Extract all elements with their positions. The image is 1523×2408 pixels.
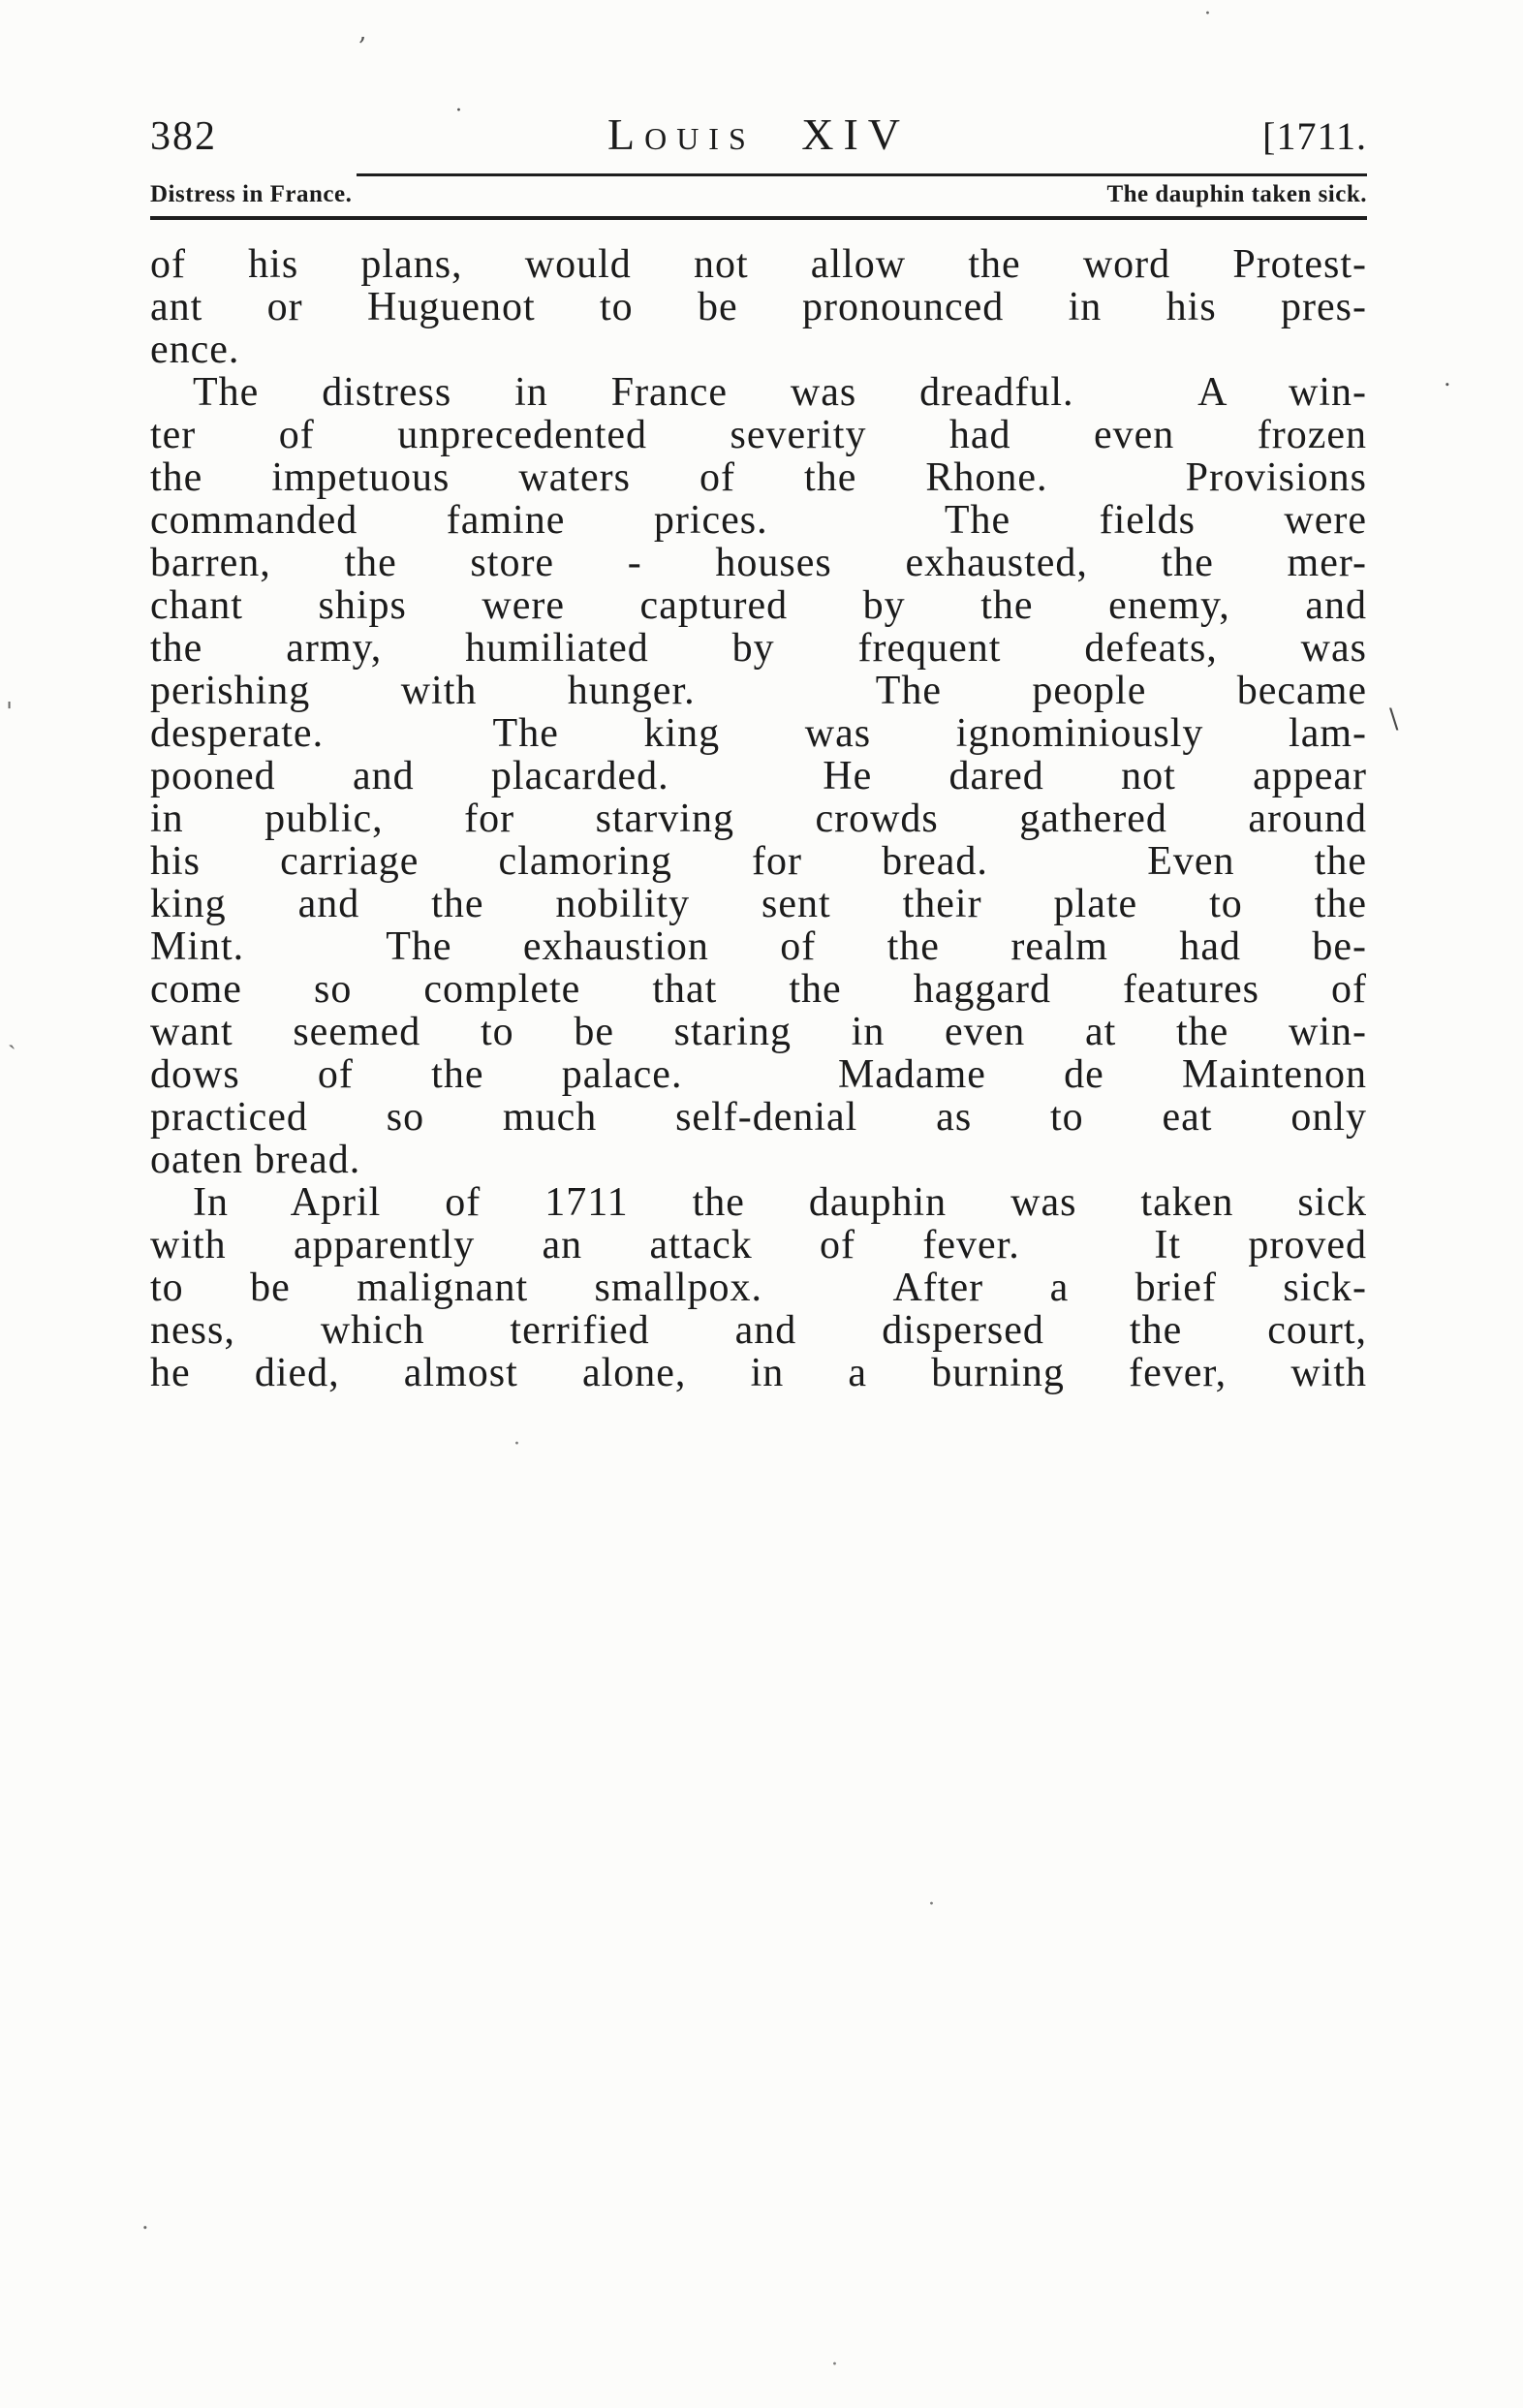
text-line: dows of the palace. Madame de Maintenon (150, 1052, 1367, 1097)
text-line: The distress in France was dreadful. A win- (193, 370, 1367, 415)
scan-speck: ' (6, 698, 14, 727)
text-line: oaten bread. (150, 1138, 361, 1182)
page-title: Louis XIV (606, 109, 911, 159)
text-line: commanded famine prices. The fields were (150, 498, 1367, 543)
text-line: of his plans, would not allow the word Protest- (150, 242, 1367, 287)
scan-speck: · (1204, 2, 1211, 26)
page-year: [1711. (1262, 114, 1367, 158)
text-line: ence. (150, 328, 240, 372)
scan-speck: \ (1389, 703, 1399, 735)
text-line: Mint. The exhaustion of the realm had be- (150, 924, 1367, 969)
text-line: king and the nobility sent their plate to the (150, 882, 1367, 926)
text-line: ter of unprecedented severity had even frozen (150, 413, 1367, 457)
page-header (150, 109, 1367, 160)
scan-speck: · (831, 2353, 838, 2377)
running-head-row (150, 181, 1367, 208)
scan-speck: · (928, 1892, 935, 1917)
paragraph (150, 1181, 1367, 1394)
scan-speck: ‚ (358, 17, 367, 47)
scan-speck: . (1444, 364, 1451, 391)
running-head (150, 172, 1367, 220)
text-line: perishing with hunger. The people became (150, 669, 1367, 713)
scan-speck: ˏ (8, 1021, 16, 1050)
paragraph (150, 243, 1367, 371)
text-line: the impetuous waters of the Rhone. Provisions (150, 455, 1367, 500)
text-line: to be malignant smallpox. After a brief sick- (150, 1266, 1367, 1310)
text-line: he died, almost alone, in a burning fever, with (150, 1351, 1367, 1395)
text-line: In April of 1711 the dauphin was taken sick (193, 1180, 1367, 1225)
page-number: 382 (150, 114, 217, 159)
text-line: practiced so much self-denial as to eat only (150, 1095, 1367, 1140)
page-content (150, 109, 1367, 1394)
body-text (150, 243, 1367, 1394)
scan-speck: · (513, 1432, 520, 1456)
text-line: the army, humiliated by frequent defeats, was (150, 626, 1367, 671)
running-head-left: Distress in France. (150, 181, 353, 207)
text-line: desperate. The king was ignominiously lam- (150, 711, 1367, 756)
scan-speck: . (141, 2207, 149, 2235)
text-line: chant ships were captured by the enemy, and (150, 583, 1367, 628)
paragraph (150, 371, 1367, 1181)
running-head-top-rule (357, 173, 1367, 176)
text-line: in public, for starving crowds gathered around (150, 797, 1367, 841)
text-line: pooned and placarded. He dared not appear (150, 754, 1367, 798)
text-line: barren, the store - houses exhausted, the mer- (150, 541, 1367, 585)
text-line: ness, which terrified and dispersed the court, (150, 1308, 1367, 1353)
running-head-right: The dauphin taken sick. (1106, 181, 1367, 207)
text-line: want seemed to be staring in even at the win- (150, 1010, 1367, 1054)
text-line: ant or Huguenot to be pronounced in his pres- (150, 285, 1367, 329)
text-line: his carriage clamoring for bread. Even the (150, 839, 1367, 884)
text-line: come so complete that the haggard features of (150, 967, 1367, 1012)
text-line: with apparently an attack of fever. It proved (150, 1223, 1367, 1267)
scan-speck: · (455, 99, 462, 123)
